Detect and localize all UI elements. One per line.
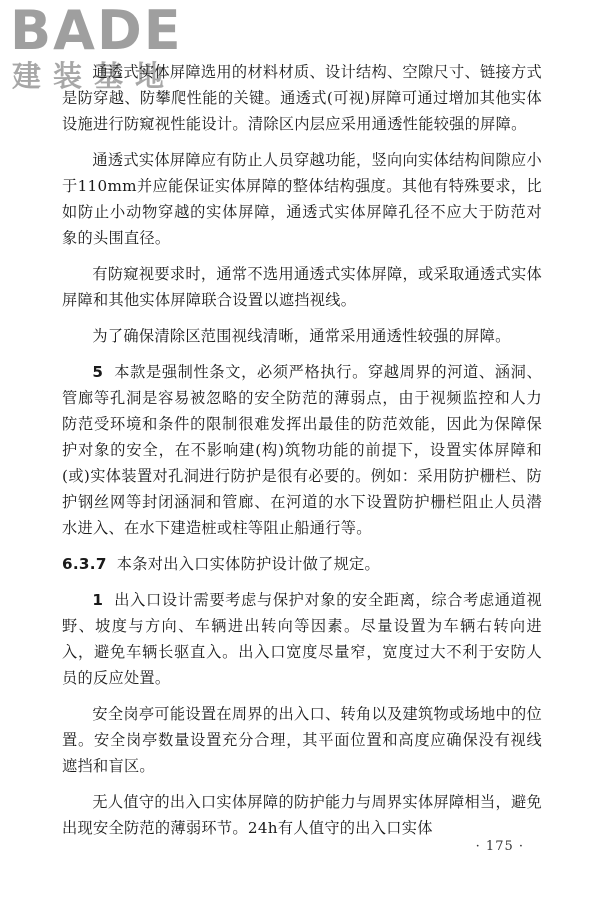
paragraph-text: 安全岗亭可能设置在周界的出入口、转角以及建筑物或场地中的位置。安全岗亭数量设置充分合理，其平面位置和高度应确保没有视线遮挡和盲区。 <box>62 705 542 775</box>
paragraph-text: 为了确保清除区范围视线清晰，通常采用通透性较强的屏障。 <box>92 327 511 345</box>
page-number: · 175 · <box>475 839 524 854</box>
paragraph-text: 通透式实体屏障选用的材料材质、设计结构、空隙尺寸、链接方式是防穿越、防攀爬性能的关键。通透式(可视)屏障可通过增加其他实体设施进行防窥视性能设计。清除区内层应采用通透性能较强的屏障。 <box>62 63 542 133</box>
paragraph <box>62 323 542 349</box>
paragraph <box>62 789 542 841</box>
paragraph-text: 出入口设计需要考虑与保护对象的安全距离，综合考虑通道视野、坡度与方向、车辆进出转向等因素。尽量设置为车辆右转向进入，避免车辆长驱直入。出入口宽度尽量窄，宽度过大不利于安防人员的反应处置。 <box>62 591 542 687</box>
clause-number: 6.3.7 <box>62 555 107 573</box>
paragraph-text: 通透式实体屏障应有防止人员穿越功能，竖向向实体结构间隙应小于110mm并应能保证实体屏障的整体结构强度。其他有特殊要求，比如防止小动物穿越的实体屏障，通透式实体屏障孔径不应大于防范对象的头围直径。 <box>62 151 542 247</box>
paragraph-text: 有防窥视要求时，通常不选用通透式实体屏障，或采取通透式实体屏障和其他实体屏障联合设置以遮挡视线。 <box>62 265 542 309</box>
watermark-chinese-text: 建装基地 <box>12 59 177 93</box>
item-number: 1 <box>92 591 104 609</box>
paragraph-text: 本款是强制性条文，必须严格执行。穿越周界的河道、涵洞、管廊等孔洞是容易被忽略的安全防范的薄弱点，由于视频监控和人力防范受环境和条件的限制很难发挥出最佳的防范效能，因此为保障保护对象的安全，在不影响建(构)筑物功能的前提下，设置实体屏障和(或)实体装置对孔洞进行防护是很有必要的。例如：采用防护栅栏、防护钢丝网等封闭涵洞和管廊、在河道的水下设置防护栅栏阻止人员潜水进入、在水下建造桩或柱等阻止船通行等。 <box>62 363 542 537</box>
item-paragraph <box>62 587 542 691</box>
item-number: 5 <box>92 363 104 381</box>
paragraph <box>62 261 542 313</box>
clause-heading <box>62 551 542 577</box>
paragraph <box>62 701 542 779</box>
watermark-latin-text: BADE <box>10 0 183 62</box>
clause-text: 本条对出入口实体防护设计做了规定。 <box>116 555 381 573</box>
item-paragraph <box>62 359 542 541</box>
document-body <box>62 59 542 841</box>
paragraph-text: 无人值守的出入口实体屏障的防护能力与周界实体屏障相当，避免出现安全防范的薄弱环节。24h有人值守的出入口实体 <box>62 793 542 837</box>
paragraph <box>62 59 542 137</box>
paragraph <box>62 147 542 251</box>
